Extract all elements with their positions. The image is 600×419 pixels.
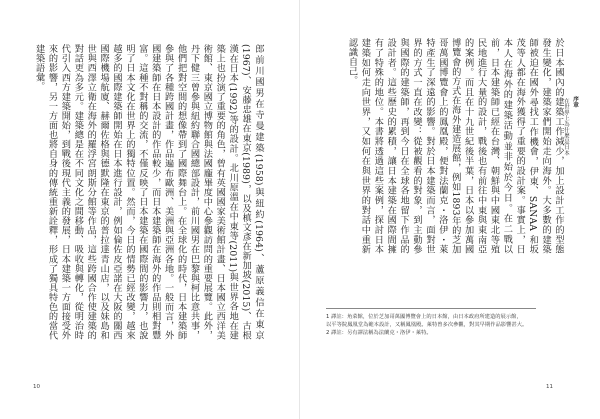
footnote-line: 2 譯註：另有譯法稱為法蘭克・洛伊・萊特。 [326, 330, 432, 337]
left-page [0, 0, 299, 419]
left-page-body-text: 郎前川國男在寺曼建築(1958)與紐約(1964)、蘆原義信在東京(1967)、安藤忠雄在東京(1989)，以及槙文彥在新加坡(2015)、古根漢在日本(1992)等的設計。北川原溫在中東等(2011)與世界各地在建築上也扮演了重要的角色，曾有英國國家美術館計畫、日本國立西洋美術館、東京國立博物館與法國龐畢度中心參觀訪問的重要展覽。此外，丹下健三曾參與紐約聯合國總部設計，前川國男在巴黎與柯比意共事，他們把對空間的想像帶到了國際舞台上。在全球化的時代，日本建築師參與了各種跨國計畫，作品遍布歐洲、美洲與亞洲各地。一般而言，外國建築師在日本設計的作品較少，而日本建築師在海外的作品則相對豐富。這種不對稱的交流，不僅反映了日本建築在國際間的影響力，也說明了日本文化在世界上的獨特位置。然而，今日的情勢已經改變，越來越多的國際建築師開始在日本進行設計，例如倫佐皮亞諾在大阪的關西國際機場航廈、赫爾佐格與德默隆在東京的普拉達青山店，以及妹島和世與西澤立衛在海外的羅浮宮朗斯分館等作品，這些跨國合作使建築的對話更為多元。建築總是在不同文化之間移動、吸收與轉化，從明治時代引入西方建築開始，到戰後現代主義的發展，日本建築一方面接受外來的影響，另一方面也將自身的傳統重新詮釋，形成了獨具特色的當代建築語彙。 [33, 44, 264, 340]
running-head-part: 序章 [572, 96, 578, 108]
footnote-line: 以平等院鳳凰堂為範本設計，又稱鳳凰殿。萊特曾多次參觀，對其早期作品影響甚大。 [326, 322, 528, 329]
right-page [300, 0, 600, 419]
footnotes [326, 308, 536, 338]
right-page-number: 11 [546, 384, 553, 390]
right-page-body-text: 於日本國內的建築工作減少，加上設計工作的型態發生變化，建築家們開始走向海外。大多數的建築師被迫在國外尋找工作機會，伊東、SANAA 和坂茂等人都在海外獲得了重要的設計案。事實上，日本人在海外的建築活動並非始於今日。在二戰以前，日本建築師已經在台灣、朝鮮與中國東北等殖民地進行大量的設計，戰後也有前往中東與東南亞的案例。而且在十九世紀後半葉，日本以參加萬國博覽會的方式在海外建造展館，例如1893年的芝加哥萬國博覽會上的鳳凰殿，便對法蘭克・洛伊・萊特產生了深遠的影響。對於日本建築而言，面對世界的方式一直在改變：從被觀看的對象，到主動參與國際的建築師，再到今日在全球各地留下作品的設計者。這些歷史的累積，讓日本建築在國際間擁有了特殊的地位。本書將透過這些案例，探討日本建築如何走向世界，又如何在與世界的對話中重新認識自己。 [346, 38, 564, 254]
running-head-chapter: 在世界上為什麼是日本 [563, 98, 569, 156]
left-page-number: 10 [33, 384, 40, 390]
footnote-line: 1 譯註：角菜館，位於芝加哥萬國博覽會上的日本館，由日本政府所建造的展示館， [326, 314, 522, 320]
